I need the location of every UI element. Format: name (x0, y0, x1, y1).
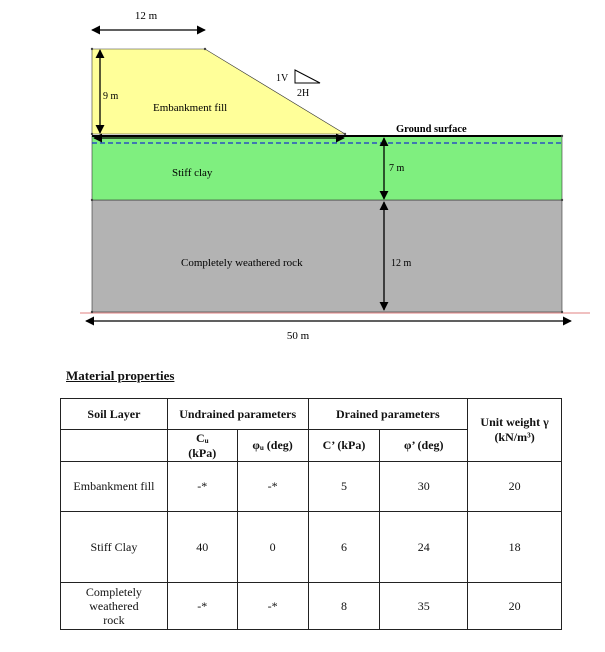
soil-layer-header: Soil Layer (61, 399, 168, 430)
unit-weight-cell: 18 (468, 512, 562, 583)
rock-label: Completely weathered rock (181, 257, 303, 269)
phi-u-cell: -* (237, 462, 308, 512)
undrained-parameters-header: Undrained parameters (167, 399, 308, 430)
total-width-label: 50 m (286, 330, 310, 342)
phi-prime-cell: 30 (380, 462, 468, 512)
blank-subheader (61, 430, 168, 462)
phi-u-header: φᵤ (deg) (237, 430, 308, 462)
top-width-label: 12 m (134, 10, 158, 22)
phi-prime-header: φ’ (deg) (380, 430, 468, 462)
unit-weight-header-line2: (kN/m³) (494, 430, 535, 444)
phi-prime-cell: 35 (380, 583, 468, 630)
drained-parameters-header: Drained parameters (308, 399, 468, 430)
phi-prime-cell: 24 (380, 512, 468, 583)
slope-horizontal-label: 2H (297, 88, 310, 99)
unit-weight-header-line1: Unit weight γ (480, 415, 549, 429)
c-prime-cell: 8 (308, 583, 380, 630)
layer-name-line2: weathered (89, 599, 139, 613)
cu-header-line2: (kPa) (188, 445, 217, 460)
ground-surface-label: Ground surface (396, 124, 467, 135)
stiff-clay-layer (92, 136, 562, 200)
c-prime-header: C’ (kPa) (308, 430, 380, 462)
layer-name-cell (61, 583, 168, 630)
unit-weight-cell: 20 (468, 583, 562, 630)
slope-vertical-label: 1V (276, 73, 289, 84)
clay-thickness-label: 7 m (389, 163, 405, 174)
completely-weathered-rock-layer (92, 200, 562, 312)
section-title: Material properties (66, 368, 175, 383)
cu-header-line1: Cᵤ (195, 430, 209, 445)
layer-name-line1: Completely (85, 585, 142, 599)
embankment-fill-label: Embankment fill (153, 102, 228, 114)
table-row (61, 583, 562, 630)
rock-thickness-label: 12 m (391, 258, 412, 269)
layer-name-cell: Embankment fill (61, 462, 168, 512)
phi-u-cell: 0 (237, 512, 308, 583)
phi-u-cell: -* (237, 583, 308, 630)
table-header-row (61, 399, 562, 430)
table-row (61, 512, 562, 583)
table-row (61, 462, 562, 512)
cu-cell: -* (167, 462, 237, 512)
c-prime-cell: 5 (308, 462, 380, 512)
cu-cell: 40 (167, 512, 237, 583)
layer-name-cell: Stiff Clay (61, 512, 168, 583)
cu-header (167, 430, 237, 462)
c-prime-cell: 6 (308, 512, 380, 583)
cu-cell: -* (167, 583, 237, 630)
embankment-height-label: 9 m (103, 91, 119, 102)
unit-weight-header (468, 399, 562, 462)
layer-name-line3: rock (103, 613, 125, 627)
material-properties-table (60, 398, 562, 630)
stiff-clay-label: Stiff clay (172, 167, 213, 179)
slope-triangle-icon (295, 70, 320, 83)
unit-weight-cell: 20 (468, 462, 562, 512)
